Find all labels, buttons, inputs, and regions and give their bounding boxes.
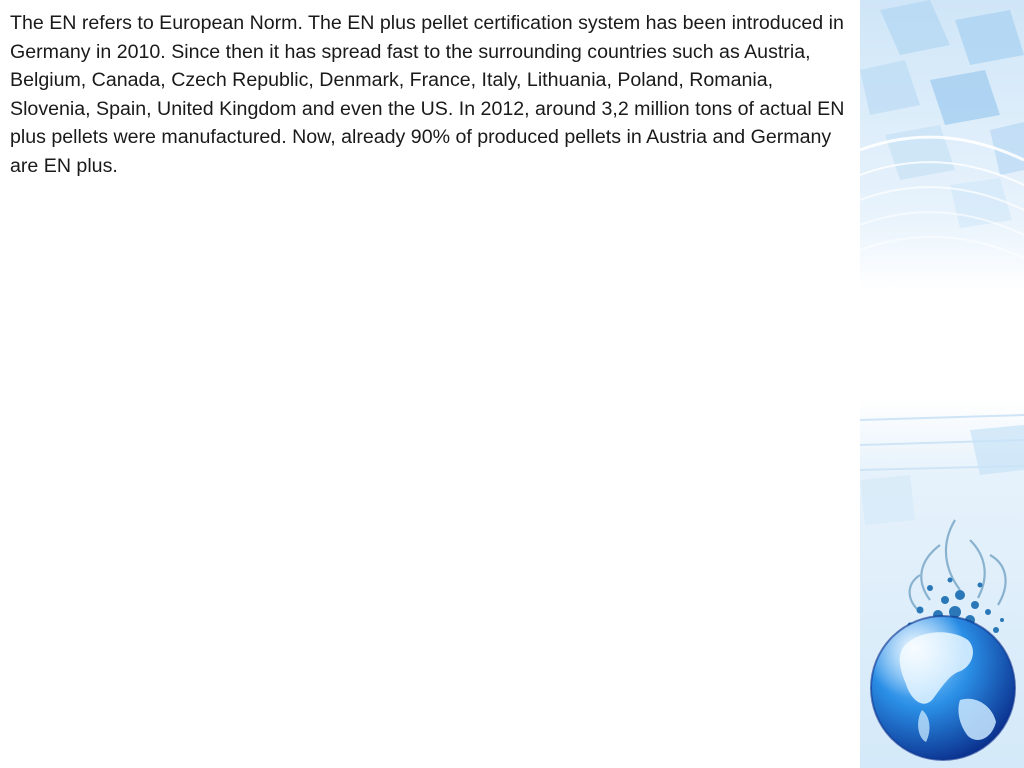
top-tile-pattern <box>860 0 1024 290</box>
decorative-sidebar <box>860 0 1024 768</box>
globe-icon <box>871 616 1015 760</box>
body-paragraph: The EN refers to European Norm. The EN plus pellet certification system has been introduced in Germany in 2010. Since then it has spread fast to the surrounding countries such as Austria, Belgium, Canada, Czech Republic, Denmark, France, Italy, Lithuania, Poland, Romania, Slovenia, Spain, United Kingdom and even the US. In 2012, around 3,2 million tons of actual EN plus pellets were manufactured. Now, already 90% of produced pellets in Austria and Germany are EN plus. <box>10 12 845 177</box>
